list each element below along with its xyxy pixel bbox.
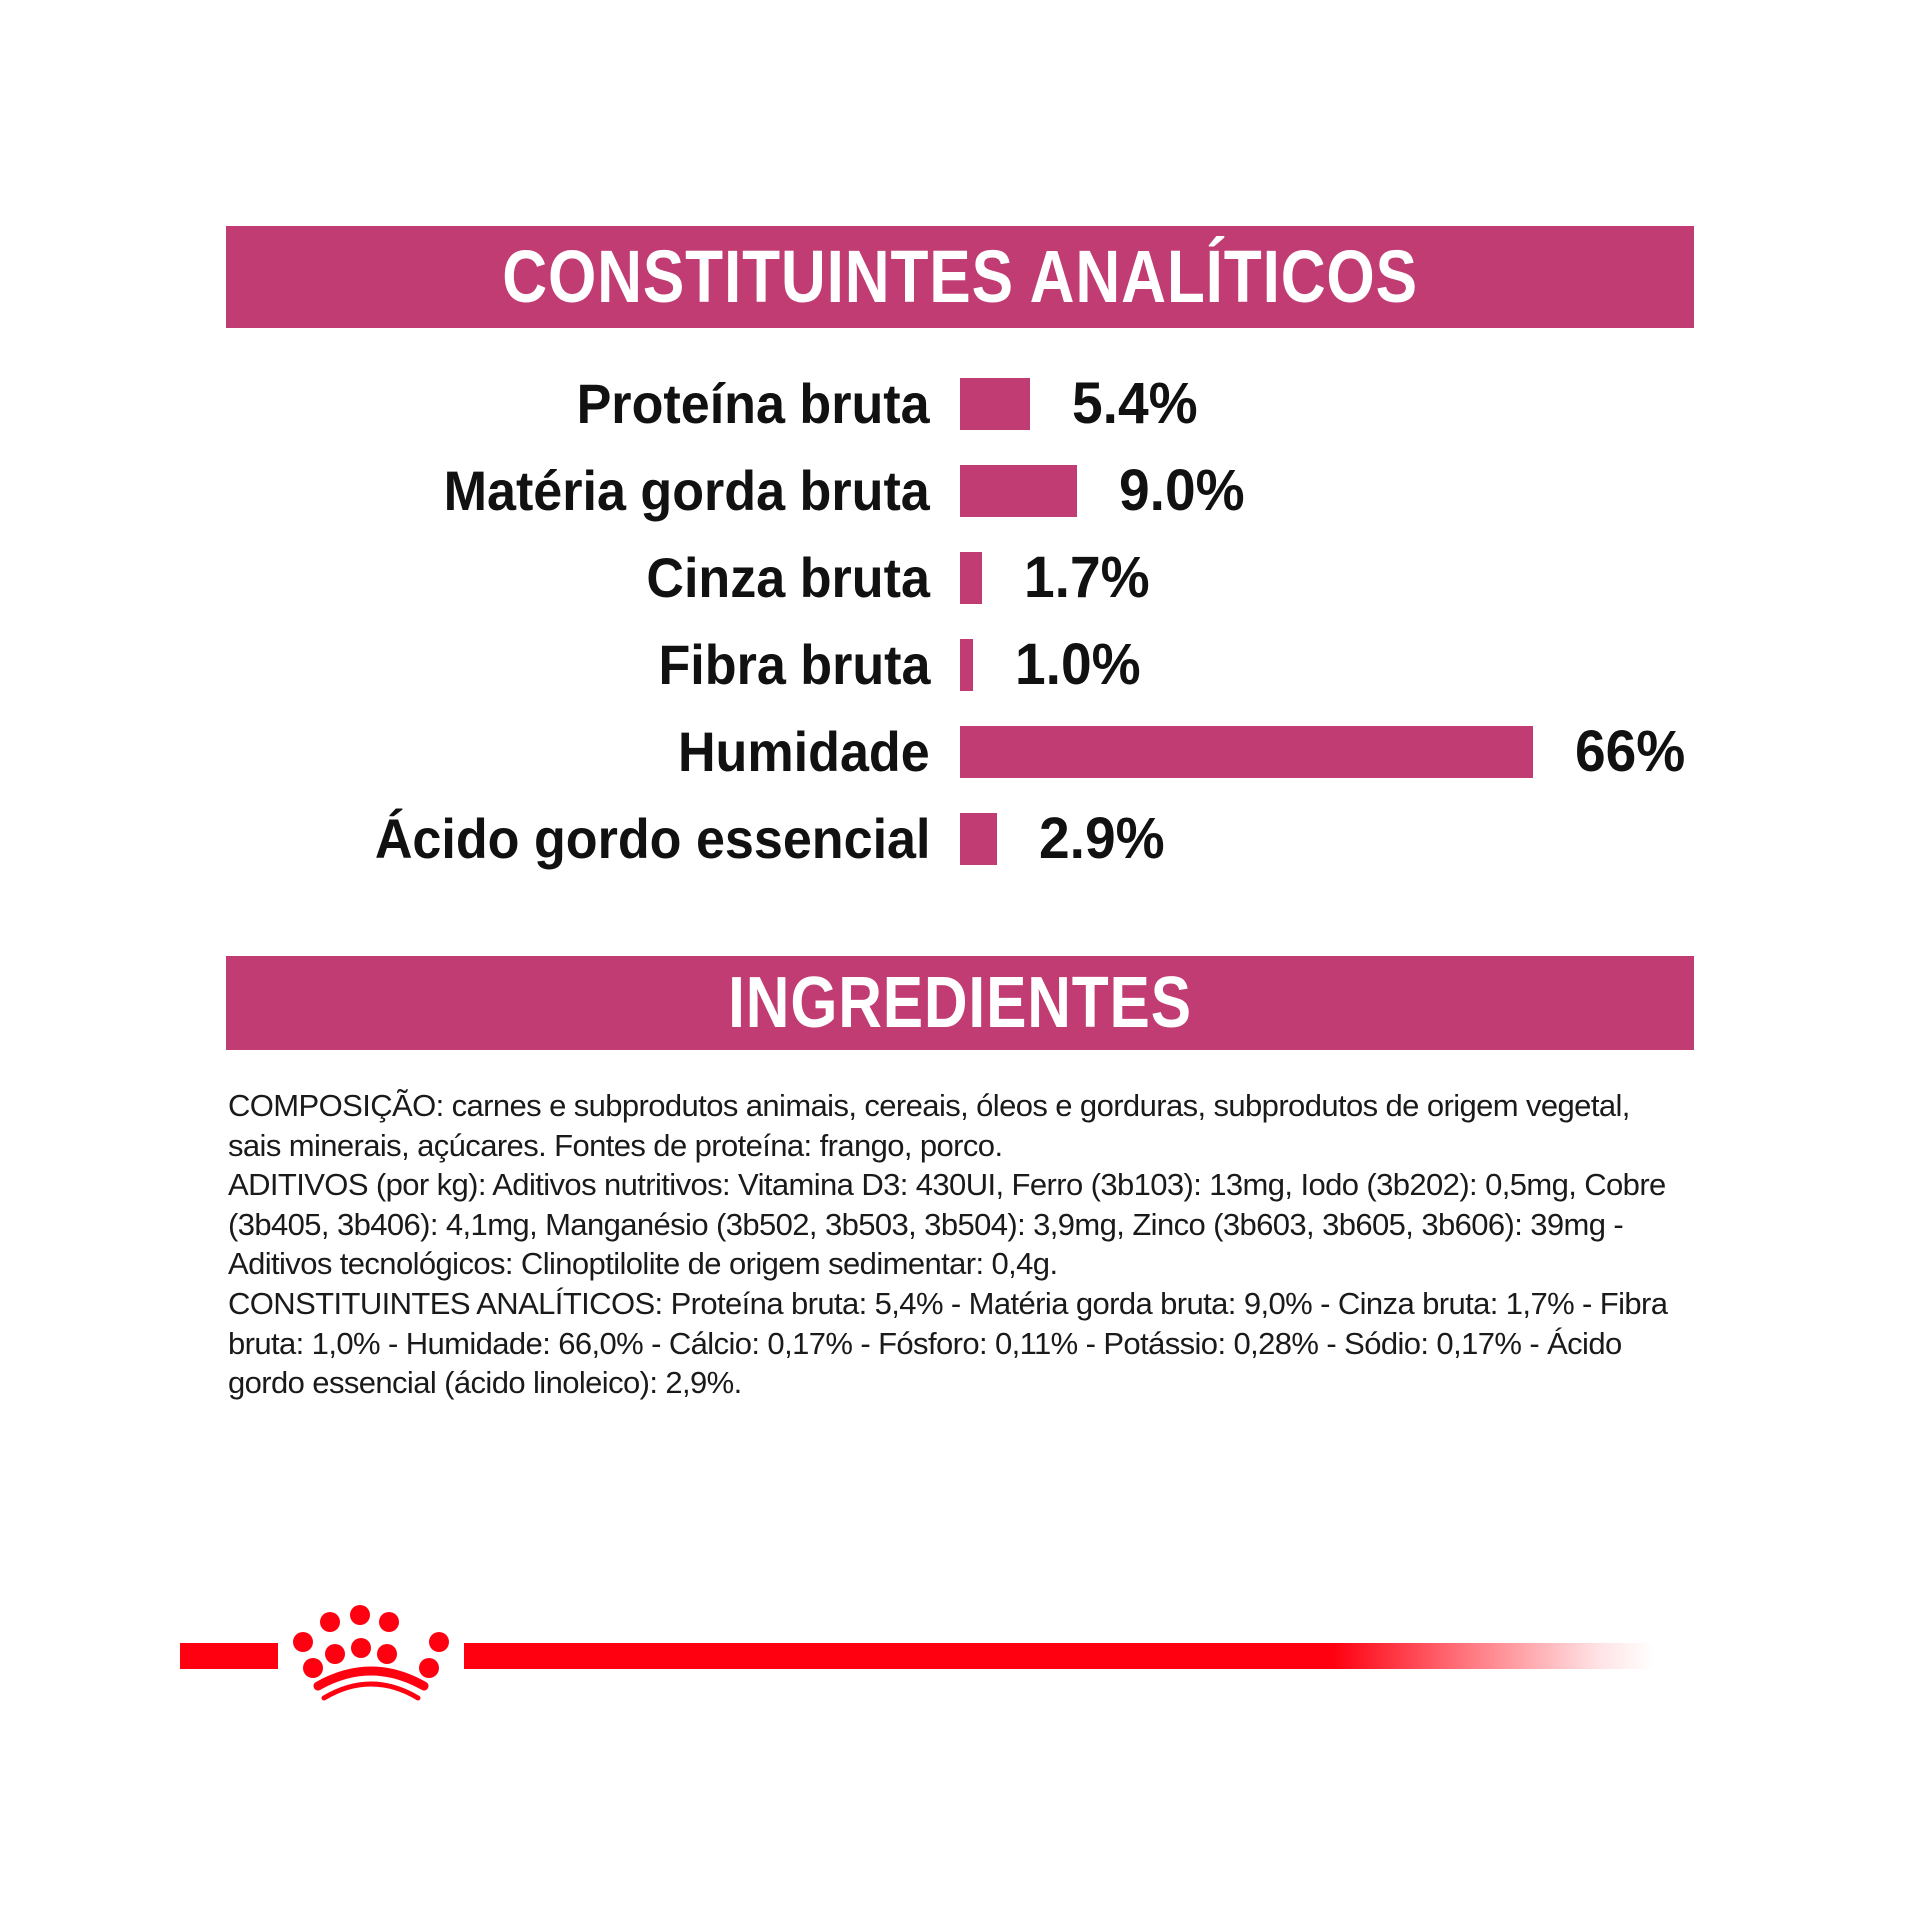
chart-row-moisture — [0, 719, 1920, 784]
crown-icon — [290, 1604, 452, 1704]
constituents-title: CONSTITUINTES ANALÍTICOS — [502, 235, 1418, 318]
row-bar — [960, 639, 973, 691]
row-bar — [960, 552, 982, 604]
ingredients-line: ADITIVOS (por kg): Aditivos nutritivos: Vitamina D3: 430UI, Ferro (3b103): 13mg, Iodo (3b202): 0,5mg, Cobre — [228, 1167, 1666, 1203]
row-label: Ácido gordo essencial — [374, 807, 930, 870]
brand-bar-right — [464, 1643, 1654, 1669]
ingredients-line: (3b405, 3b406): 4,1mg, Manganésio (3b502, 3b503, 3b504): 3,9mg, Zinco (3b603, 3b605, 3b606): 39mg - — [228, 1206, 1624, 1242]
row-value: 1.7% — [1024, 545, 1150, 610]
chart-row-protein — [0, 371, 1920, 436]
ingredients-banner — [226, 956, 1694, 1050]
row-label: Cinza bruta — [646, 546, 930, 609]
chart-row-fat — [0, 458, 1920, 523]
chart-row-fibre — [0, 632, 1920, 697]
row-bar — [960, 726, 1533, 778]
row-value: 1.0% — [1015, 632, 1141, 697]
row-label: Proteína bruta — [576, 372, 930, 435]
row-label: Fibra bruta — [658, 633, 930, 696]
row-bar — [960, 378, 1030, 430]
ingredients-line: Aditivos tecnológicos: Clinoptilolite de origem sedimentar: 0,4g. — [228, 1246, 1058, 1282]
chart-row-essential-fatty-acid — [0, 806, 1920, 871]
chart-row-ash — [0, 545, 1920, 610]
ingredients-line: CONSTITUINTES ANALÍTICOS: Proteína bruta: 5,4% - Matéria gorda bruta: 9,0% - Cinza bruta: 1,7% - Fibra — [228, 1285, 1668, 1321]
row-value: 5.4% — [1072, 371, 1198, 436]
row-value: 66% — [1575, 719, 1686, 784]
brand-bar-left — [180, 1643, 278, 1669]
row-value: 9.0% — [1119, 458, 1245, 523]
row-bar — [960, 465, 1077, 517]
ingredients-title: INGREDIENTES — [728, 963, 1192, 1043]
ingredients-text — [228, 1086, 1698, 1403]
ingredients-line: bruta: 1,0% - Humidade: 66,0% - Cálcio: 0,17% - Fósforo: 0,11% - Potássio: 0,28% - Sódio: 0,17% - Ácido — [228, 1325, 1622, 1361]
row-value: 2.9% — [1039, 806, 1165, 871]
row-label: Humidade — [678, 720, 930, 783]
ingredients-line: gordo essencial (ácido linoleico): 2,9%. — [228, 1365, 742, 1401]
row-label: Matéria gorda bruta — [443, 459, 930, 522]
constituents-banner — [226, 226, 1694, 328]
row-bar — [960, 813, 997, 865]
ingredients-line: COMPOSIÇÃO: carnes e subprodutos animais, cereais, óleos e gorduras, subprodutos de origem vegetal, — [228, 1088, 1630, 1123]
ingredients-line: sais minerais, açúcares. Fontes de proteína: frango, porco. — [228, 1127, 1003, 1163]
